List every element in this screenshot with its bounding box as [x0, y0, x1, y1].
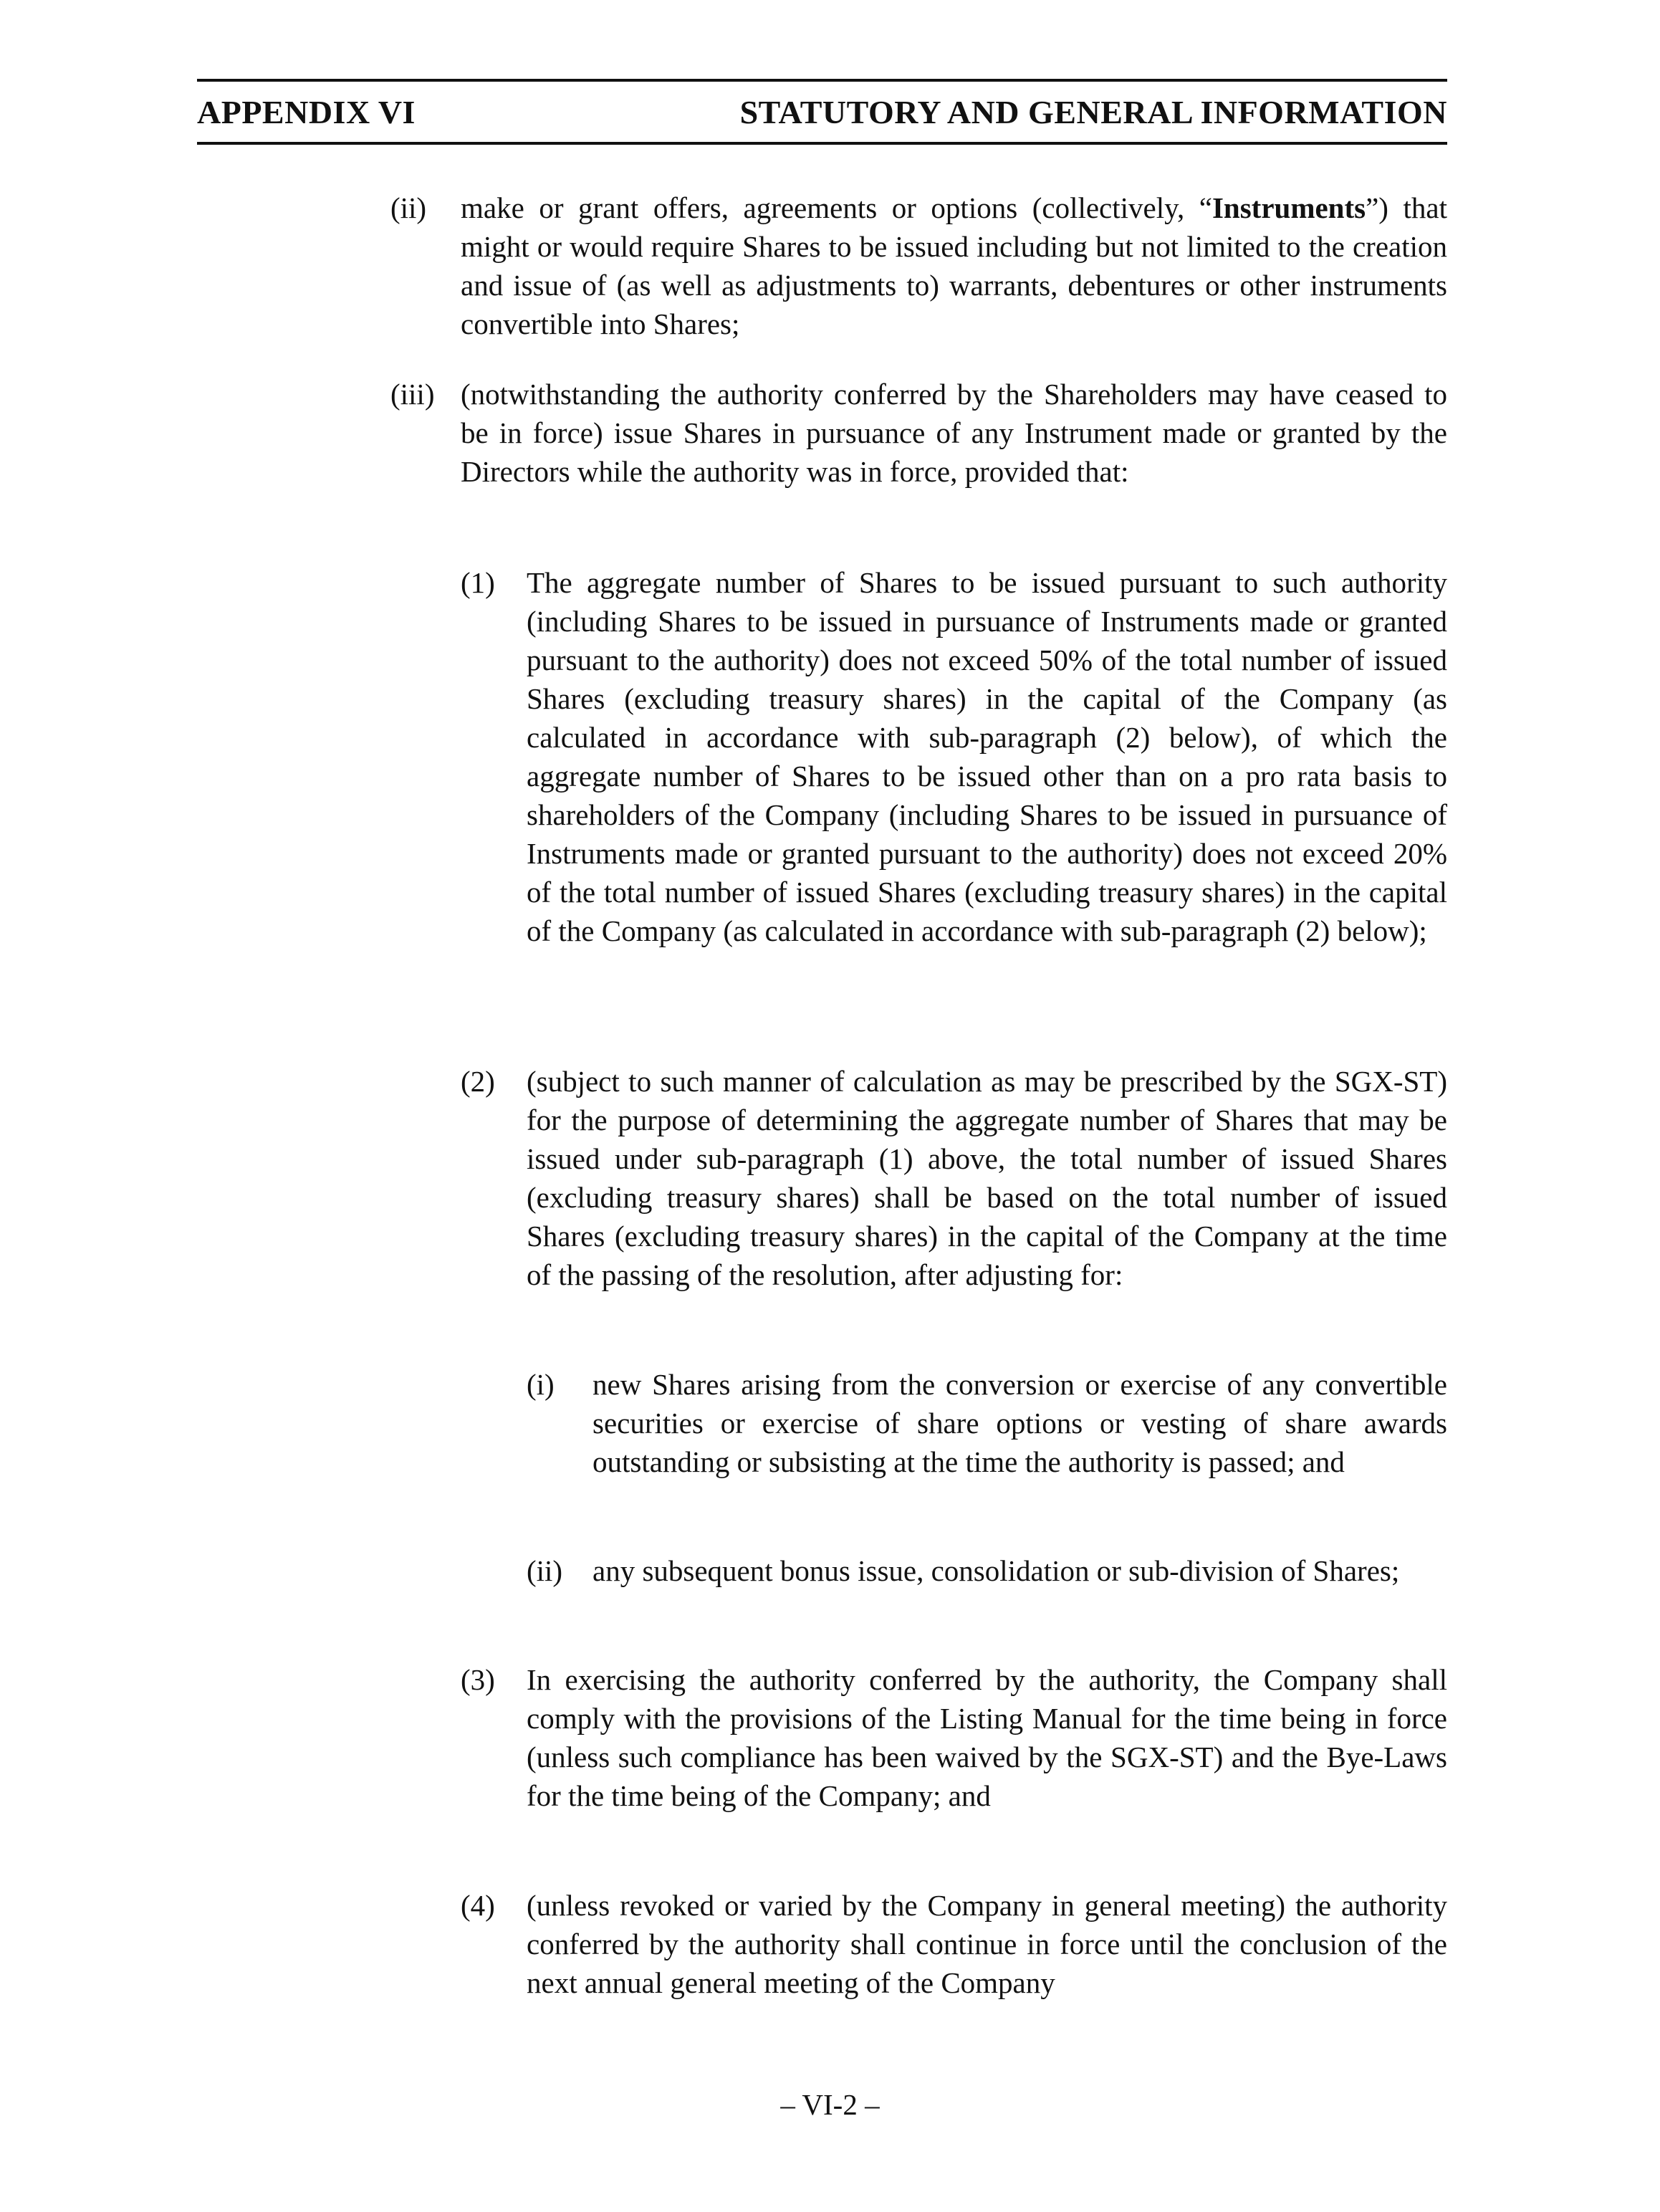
item-2-ii — [527, 1551, 1447, 1590]
item-2 — [461, 1062, 1447, 1294]
item-2-text: (subject to such manner of calculation as may be prescribed by the SGX-ST) for the purpose of determining the aggregate number of Shares that may be issued under sub-paragraph (1) above, the total number of issued Shares (excluding treasury shares) shall be based on the total number of issued Shares (excluding treasury shares) in the capital of the Company at the time of the passing of the resolution, after adjusting for: — [527, 1065, 1447, 1291]
item-2-i-text: new Shares arising from the conversion or exercise of any convertible securities or exercise of share options or vesting of share awards outstanding or subsisting at the time the authority is passed; and — [592, 1368, 1447, 1478]
item-ii-label: (ii) — [390, 191, 427, 224]
item-2-i — [527, 1365, 1447, 1481]
item-2-i-label: (i) — [527, 1368, 555, 1401]
appendix-title: APPENDIX VI — [197, 94, 416, 130]
item-1 — [461, 563, 1447, 950]
item-3-text: In exercising the authority conferred by the authority, the Company shall comply with the provisions of the Listing Manual for the time being in force (unless such compliance has been waived by the SGX-ST) and the Bye-Laws for the time being of the Company; and — [527, 1663, 1447, 1812]
page-number: – VI-2 – — [780, 2088, 880, 2121]
item-iii — [390, 375, 1447, 491]
item-1-label: (1) — [461, 566, 495, 599]
item-1-text: The aggregate number of Shares to be issued pursuant to such authority (including Shares to be issued in pursuance of Instruments made or granted pursuant to the authority) does not exceed 50% of the total number of issued Shares (excluding treasury shares) in the capital of the Company (as calculated in accordance with sub-paragraph (2) below), of which the aggregate number of Shares to be issued other than on a pro rata basis to shareholders of the Company (including Shares to be issued in pursuance of Instruments made or granted pursuant to the authority) does not exceed 20% of the total number of issued Shares (excluding treasury shares) in the capital of the Company (as calculated in accordance with sub-paragraph (2) below); — [527, 566, 1447, 947]
item-2-ii-label: (ii) — [527, 1554, 563, 1587]
page-header — [197, 79, 1447, 145]
item-2-ii-text: any subsequent bonus issue, consolidation or sub-division of Shares; — [592, 1554, 1400, 1587]
item-4-text: (unless revoked or varied by the Company in general meeting) the authority conferred by the authority shall continue in force until the conclusion of the next annual general meeting of the Company — [527, 1889, 1447, 1999]
item-ii-text: make or grant offers, agreements or options (collectively, “Instruments”) that might or would require Shares to be issued including but not limited to the creation and issue of (as well as adjustments to) warrants, debentures or other instruments convertible into Shares; — [461, 191, 1447, 340]
instruments-term: Instruments — [1212, 191, 1366, 224]
item-3-label: (3) — [461, 1663, 495, 1696]
section-title: STATUTORY AND GENERAL INFORMATION — [739, 94, 1447, 130]
item-iii-label: (iii) — [390, 378, 435, 411]
item-iii-text: (notwithstanding the authority conferred by the Shareholders may have ceased to be in force) issue Shares in pursuance of any Instrument made or granted by the Directors while the authority was in force, provided that: — [461, 378, 1447, 488]
item-4-label: (4) — [461, 1889, 495, 1922]
item-3 — [461, 1660, 1447, 1815]
item-4 — [461, 1886, 1447, 2002]
item-2-label: (2) — [461, 1065, 495, 1098]
item-ii — [390, 188, 1447, 343]
